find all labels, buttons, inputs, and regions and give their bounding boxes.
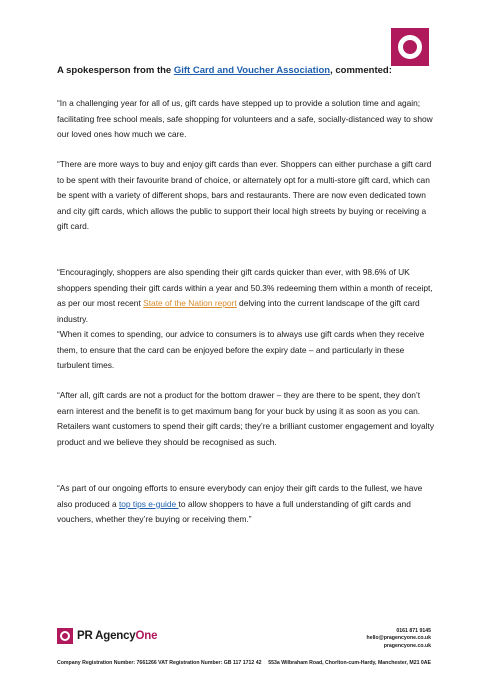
circle-ring-icon <box>60 631 70 641</box>
quote-paragraph-6: “As part of our ongoing efforts to ensure everybody can enjoy their gift cards to the fullest, we have also produced a top tips e-guide to allow shoppers to have a full understanding of gift cards and vouchers, whether they’re buying or receiving them.” <box>57 483 423 525</box>
website-address[interactable]: pragencyone.co.uk <box>383 642 431 649</box>
association-link[interactable]: Gift Card and Voucher Association <box>173 65 331 76</box>
spokesperson-heading: A spokesperson from the Gift Card and Voucher Association, commented: <box>57 65 392 76</box>
postal-address: 553a Wilbraham Road, Chorlton-cum-Hardy, Manchester, M21 0AE <box>268 660 431 666</box>
email-address[interactable]: hello@pragencyone.co.uk <box>366 635 431 642</box>
quote-paragraph-1: “In a challenging year for all of us, gift cards have stepped up to provide a solution time and again; facilitating free school meals, safe shopping for volunteers and a safe, socially-distanced way to show our loved ones how much we care. <box>57 98 433 140</box>
brand-name: PR AgencyOne <box>77 630 158 642</box>
top-tips-guide-link[interactable]: top tips e-guide <box>118 498 179 509</box>
phone-number: 0161 871 9145 <box>396 628 431 634</box>
quote-paragraph-5: “After all, gift cards are not a product for the bottom drawer – they are there to be spent, they don’t earn interest and the benefit is to get maximum bang for your buck by using it as soon as you can. Retailers want customers to spend their gift cards; they’re a brilliant customer engagement and loyalty product and we believe they should be recognised as such. <box>57 390 435 447</box>
quote-paragraph-3: “Encouragingly, shoppers are also spending their gift cards quicker than ever, with 98.6% of UK shoppers spending their gift cards within a year and 50.3% redeeming them within a month of receipt, as per our most recent State of the Nation report delving into the current landscape of the gift card industry. <box>57 267 433 324</box>
contact-details <box>367 628 431 650</box>
quote-paragraph-4: “When it comes to spending, our advice to consumers is to always use gift cards when they receive them, to ensure that the card can be enjoyed before the expiry date – and particularly in these turbulent times. <box>57 329 425 371</box>
quote-paragraph-2: “There are more ways to buy and enjoy gift cards than ever. Shoppers can either purchase a gift card to be spent with their favourite brand of choice, or alternately opt for a multi-store gift card, which can be spent with a variety of different shops, bars and restaurants. There are now even dedicated town and city gift cards, which allows the public to support their local high streets by buying or receiving a gift card. <box>57 159 432 232</box>
press-release-body <box>57 64 437 525</box>
brand-logo-mark-small <box>57 628 73 644</box>
brand-logo-mark <box>391 28 429 66</box>
circle-ring-icon <box>398 35 422 59</box>
state-of-the-nation-link[interactable]: State of the Nation report <box>143 298 237 309</box>
registration-info: Company Registration Number: 7661266 VAT Registration Number: GB 117 1712 42 <box>57 660 262 666</box>
